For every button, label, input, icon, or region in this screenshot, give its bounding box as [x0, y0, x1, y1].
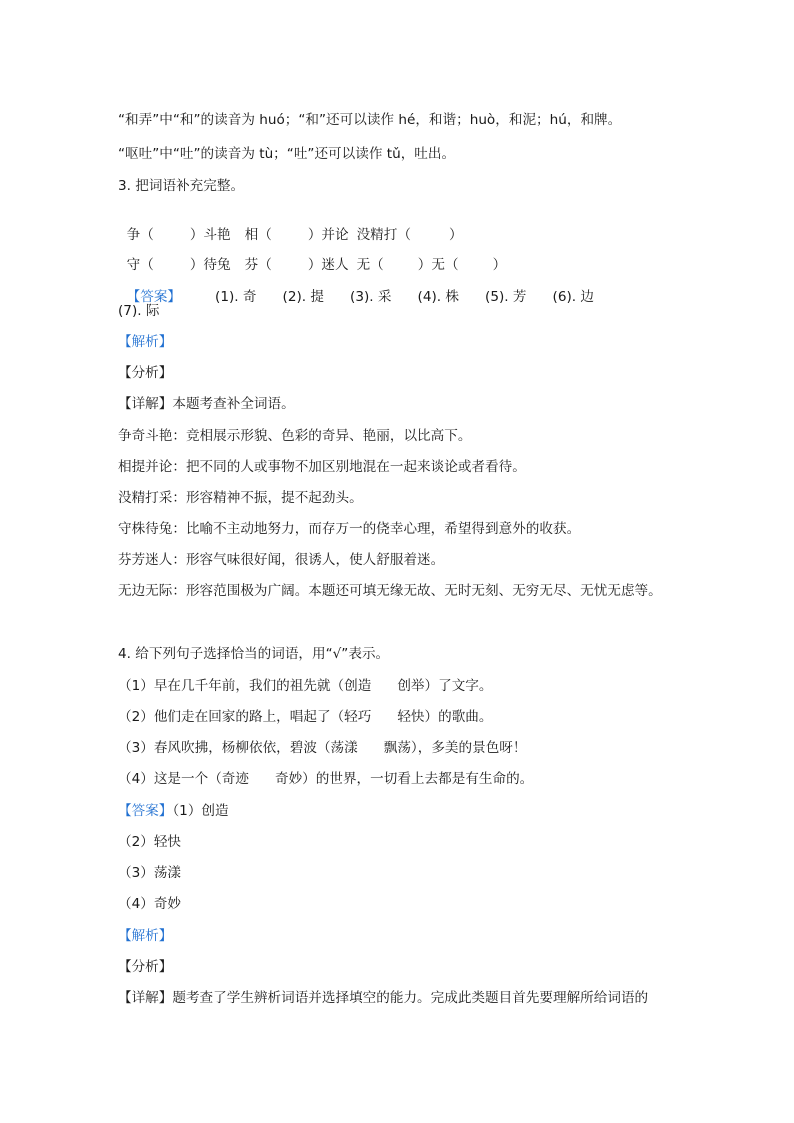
q4-sentence	[118, 739, 526, 757]
q3-blank-text: ）斗艳	[189, 227, 231, 243]
answer-item: (2). 提	[282, 289, 325, 305]
answer-item: (7). 际	[118, 303, 160, 319]
explanation-line: 无边无际：形容范围极为广阔。本题还可填无缘无故、无时无刻、无穷无尽、无忧无虑等。	[118, 583, 662, 599]
detail-text: 【详解】本题考查补全词语。	[118, 396, 295, 412]
q3-title: 3. 把词语补充完整。	[118, 178, 245, 194]
q3-blank-text: 无（	[356, 257, 384, 273]
detail-text: 【详解】题考查了学生辨析词语并选择填空的能力。完成此类题目首先要理解所给词语的	[118, 990, 649, 1006]
q4-sentence-part: （1）早在几千年前，我们的祖先就（创造	[118, 678, 372, 694]
q3-blank-text: 没精打（	[356, 227, 411, 243]
q4-sentence-part: （2）他们走在回家的路上，唱起了（轻巧	[118, 709, 372, 725]
answer-item: （3）荡漾	[118, 865, 182, 881]
q3-blank-text: ）	[492, 257, 507, 273]
q3-blank-text: ）待兔	[189, 257, 231, 273]
q4-sentence	[118, 770, 533, 788]
q4-sentence-part: 轻快）的歌曲。	[397, 709, 493, 725]
fenxi-label: 【分析】	[118, 365, 173, 381]
answer-label: 【答案】	[118, 803, 173, 819]
q3-blank-text: ）迷人	[307, 257, 349, 273]
q4-sentence	[118, 677, 493, 695]
answer-label: 【答案】	[126, 289, 182, 305]
pronunciation-note-he: “和弄”中“和”的读音为 huó；“和”还可以读作 hé，和谐；huò，和泥；hú，和牌。	[118, 112, 622, 128]
q4-title: 4. 给下列句子选择恰当的词语，用“√”表示。	[118, 646, 390, 662]
answer-item: (6). 边	[552, 289, 595, 305]
q4-sentence-part: 奇妙）的世界，一切看上去都是有生命的。	[275, 771, 534, 787]
q4-sentence	[118, 708, 493, 726]
q3-answer-row	[118, 270, 594, 306]
q3-blank-text: ）	[448, 227, 463, 243]
q3-blank-text: ）并论	[307, 227, 349, 243]
q3-blank-text: 守（	[126, 257, 154, 273]
q3-blank-text: 争（	[126, 227, 154, 243]
answer-item: (3). 采	[350, 289, 392, 305]
explanation-line: 没精打采：形容精神不振，提不起劲头。	[118, 490, 363, 506]
answer-item: （4）奇妙	[118, 896, 182, 912]
explanation-line: 争奇斗艳：竞相展示形貌、色彩的奇异、艳丽，以比高下。	[118, 428, 472, 444]
analysis-label: 【解析】	[118, 334, 173, 350]
q4-sentence-part: 飘荡），多美的景色呀！	[383, 740, 527, 756]
analysis-label: 【解析】	[118, 928, 173, 944]
answer-item: （1）创造	[172, 803, 229, 819]
answer-item: (4). 株	[417, 289, 460, 305]
q3-blank-text: ）无（	[417, 257, 459, 273]
answer-item: (1). 奇	[215, 289, 257, 305]
explanation-line: 守株待兔：比喻不主动地努力，而存万一的侥幸心理，希望得到意外的收获。	[118, 521, 581, 537]
explanation-line: 相提并论：把不同的人或事物不加区别地混在一起来谈论或者看待。	[118, 459, 526, 475]
answer-item: (5). 芳	[485, 289, 527, 305]
q4-sentence-part: 创举）了文字。	[397, 678, 493, 694]
answer-item: （2）轻快	[118, 834, 182, 850]
q4-sentence-part: （3）春风吹拂，杨柳依依，碧波（荡漾	[118, 740, 358, 756]
q4-sentence-part: （4）这是一个（奇迹	[118, 771, 249, 787]
explanation-line: 芬芳迷人：形容气味很好闻，很诱人，使人舒服着迷。	[118, 552, 445, 568]
q3-blank-text: 相（	[244, 227, 272, 243]
q3-row2	[118, 238, 506, 274]
fenxi-label: 【分析】	[118, 959, 173, 975]
pronunciation-note-tu: “呕吐”中“吐”的读音为 tù；“吐”还可以读作 tǔ，吐出。	[118, 146, 456, 162]
q4-answer-row	[118, 802, 229, 820]
q3-blank-text: 芬（	[244, 257, 272, 273]
